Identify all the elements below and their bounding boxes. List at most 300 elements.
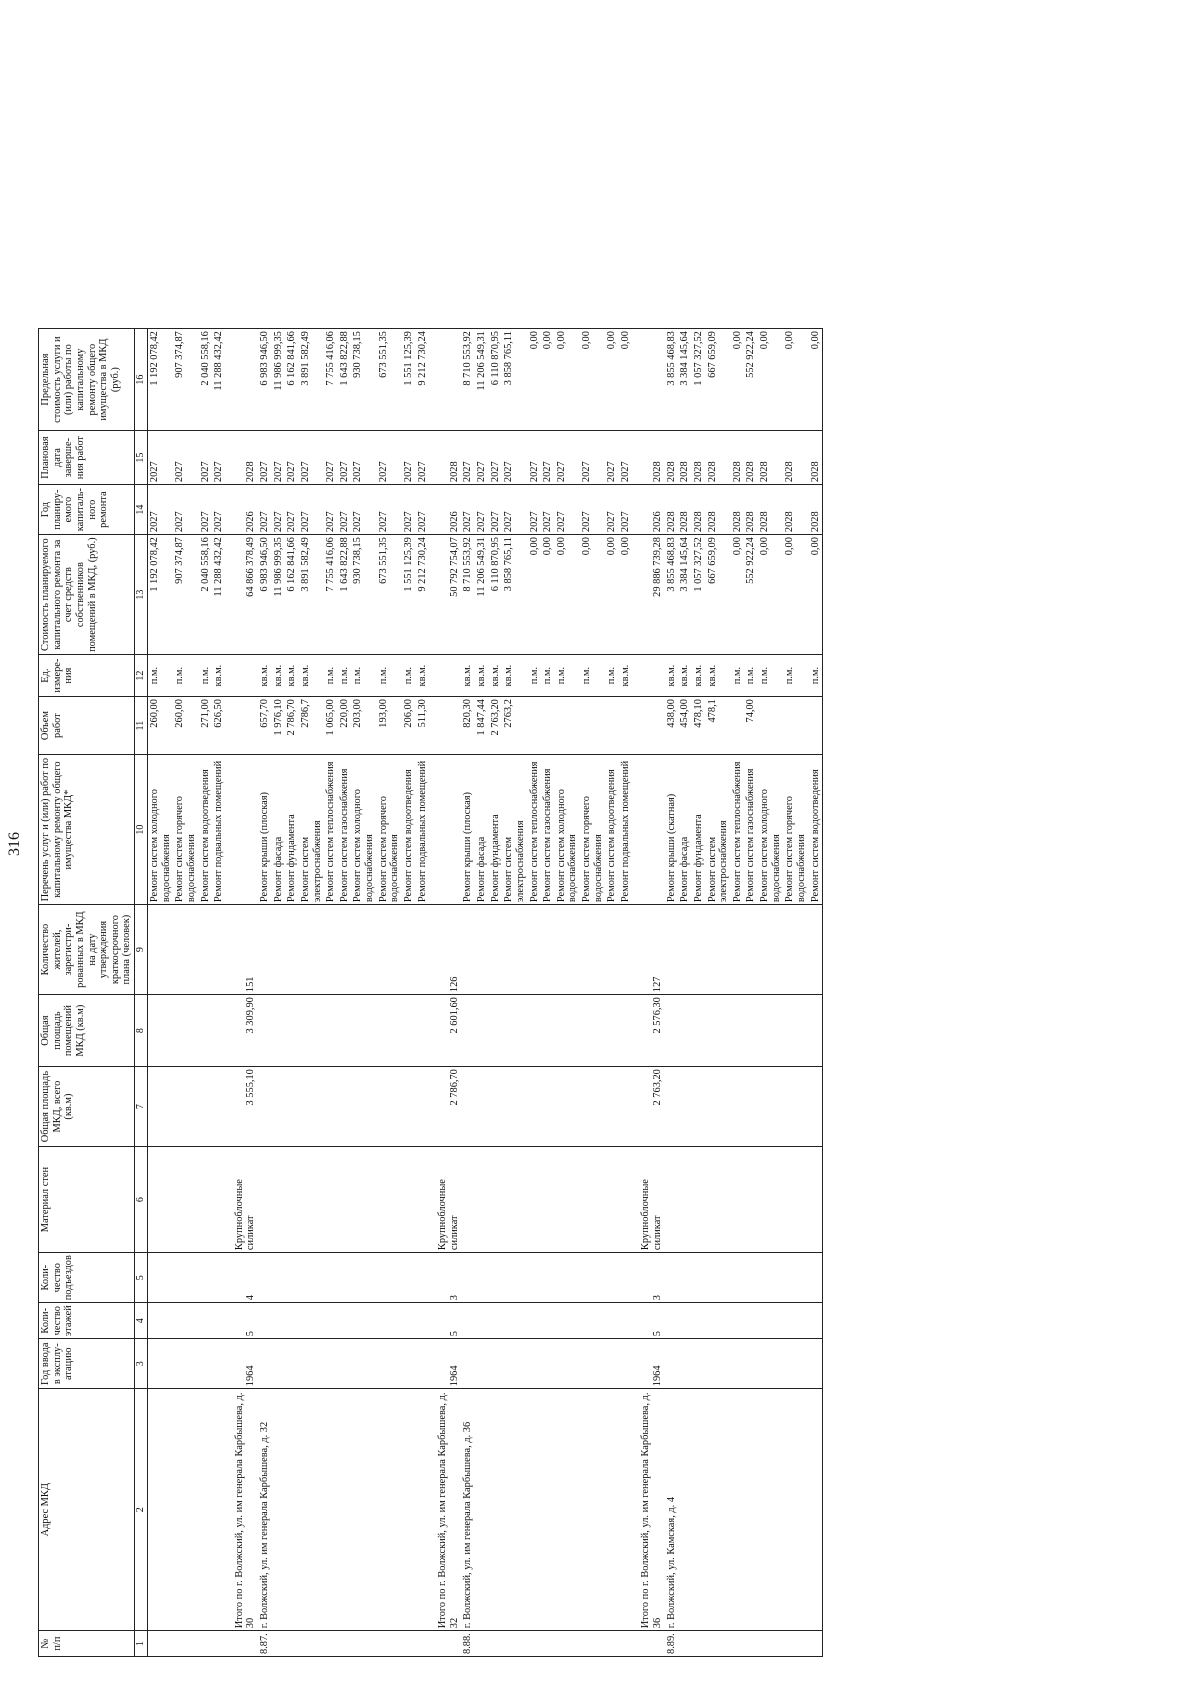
header-volume: Объем работ [39, 697, 135, 755]
work-name-cell: Ремонт крыши (плоская) [258, 755, 272, 905]
cost-cell: 1 057 327,52 [692, 535, 706, 655]
max-cost-cell: 0,00 [758, 329, 783, 431]
table-row [338, 329, 352, 1657]
floors-cell [783, 1303, 808, 1339]
header-address: Адрес МКД [39, 1389, 135, 1631]
entrances-cell [678, 1253, 692, 1303]
year-built-cell [502, 1339, 527, 1389]
completion-year-cell: 2027 [351, 431, 376, 485]
residents-cell [528, 905, 542, 995]
unit-cell: п.м. [377, 655, 402, 697]
row-number-cell [619, 1631, 633, 1657]
unit-cell: п.м. [199, 655, 213, 697]
entrances-cell [299, 1253, 324, 1303]
total-area-cell [258, 1067, 272, 1147]
entrances-cell [173, 1253, 198, 1303]
cost-cell: 9 212 730,24 [416, 535, 430, 655]
completion-year-cell: 2027 [475, 431, 489, 485]
cost-cell: 6 110 870,95 [489, 535, 503, 655]
row-number-cell [502, 1631, 527, 1657]
unit-cell: кв.м. [665, 655, 679, 697]
unit-cell: кв.м. [692, 655, 706, 697]
row-number-cell [226, 1631, 258, 1657]
table-row [744, 329, 758, 1657]
entrances-cell [377, 1253, 402, 1303]
table-row [502, 329, 527, 1657]
address-cell [580, 1389, 605, 1631]
address-cell [338, 1389, 352, 1631]
entrances-cell [541, 1253, 555, 1303]
cost-cell: 0,00 [619, 535, 633, 655]
year-built-cell [285, 1339, 299, 1389]
residents-cell: 126 [429, 905, 461, 995]
total-area-cell [502, 1067, 527, 1147]
work-name-cell [633, 755, 665, 905]
floors-cell [502, 1303, 527, 1339]
cost-cell: 11 206 549,31 [475, 535, 489, 655]
floors-cell [744, 1303, 758, 1339]
address-cell: г. Волжский, ул. Камская, д. 4 [665, 1389, 679, 1631]
premises-area-cell [528, 995, 542, 1067]
header-repair-year: Год планиру-емого капиталь-ного ремонта [39, 485, 135, 535]
completion-year-cell: 2027 [285, 431, 299, 485]
work-volume-cell: 203,00 [351, 697, 376, 755]
work-volume-cell [731, 697, 745, 755]
floors-cell [489, 1303, 503, 1339]
entrances-cell [258, 1253, 272, 1303]
work-volume-cell: 2 786,70 [285, 697, 299, 755]
completion-year-cell: 2027 [338, 431, 352, 485]
premises-area-cell [212, 995, 226, 1067]
max-cost-cell: 0,00 [783, 329, 808, 431]
unit-cell: п.м. [580, 655, 605, 697]
row-number-cell [338, 1631, 352, 1657]
header-works-list: Перечень услуг и (или) работ по капитальному ремонту общего имущества МКД* [39, 755, 135, 905]
table-row [731, 329, 745, 1657]
premises-area-cell [199, 995, 213, 1067]
max-cost-cell: 930 738,15 [351, 329, 376, 431]
row-number-cell [809, 1631, 823, 1657]
unit-cell: кв.м. [502, 655, 527, 697]
total-area-cell [199, 1067, 213, 1147]
row-number-cell: 8.89. [665, 1631, 679, 1657]
premises-area-cell [706, 995, 731, 1067]
wall-material-cell [731, 1147, 745, 1253]
completion-year-cell: 2028 [226, 431, 258, 485]
unit-cell [429, 655, 461, 697]
repair-year-cell: 2027 [528, 485, 542, 535]
max-cost-cell: 6 162 841,66 [285, 329, 299, 431]
row-number-cell [541, 1631, 555, 1657]
repair-year-cell: 2027 [199, 485, 213, 535]
year-built-cell [541, 1339, 555, 1389]
wall-material-cell: Крупноблочные силикат [633, 1147, 665, 1253]
wall-material-cell [272, 1147, 286, 1253]
repair-year-cell: 2027 [272, 485, 286, 535]
table-row [299, 329, 324, 1657]
table-row [402, 329, 416, 1657]
unit-cell: п.м. [528, 655, 542, 697]
entrances-cell [199, 1253, 213, 1303]
entrances-cell [665, 1253, 679, 1303]
repair-year-cell: 2027 [299, 485, 324, 535]
max-cost-cell: 0,00 [619, 329, 633, 431]
entrances-cell [351, 1253, 376, 1303]
unit-cell: п.м. [148, 655, 174, 697]
total-area-cell [678, 1067, 692, 1147]
address-cell [541, 1389, 555, 1631]
address-cell [402, 1389, 416, 1631]
repair-year-cell: 2028 [809, 485, 823, 535]
year-built-cell [338, 1339, 352, 1389]
header-cost: Стоимость планируемого капитального ремонта за счет средств собственников помещений в МКД, (руб.) [39, 535, 135, 655]
year-built-cell [416, 1339, 430, 1389]
residents-cell [199, 905, 213, 995]
floors-cell [324, 1303, 338, 1339]
wall-material-cell [338, 1147, 352, 1253]
year-built-cell [744, 1339, 758, 1389]
premises-area-cell [461, 995, 475, 1067]
wall-material-cell [212, 1147, 226, 1253]
entrances-cell [692, 1253, 706, 1303]
year-built-cell [706, 1339, 731, 1389]
address-cell [173, 1389, 198, 1631]
work-volume-cell [555, 697, 580, 755]
cost-cell: 0,00 [758, 535, 783, 655]
floors-cell [402, 1303, 416, 1339]
premises-area-cell [324, 995, 338, 1067]
address-cell [502, 1389, 527, 1631]
entrances-cell [416, 1253, 430, 1303]
unit-cell: п.м. [731, 655, 745, 697]
work-name-cell: Ремонт фундамента [692, 755, 706, 905]
table-row [272, 329, 286, 1657]
cost-cell: 3 384 145,64 [678, 535, 692, 655]
year-built-cell [212, 1339, 226, 1389]
completion-year-cell: 2027 [502, 431, 527, 485]
year-built-cell [809, 1339, 823, 1389]
cost-cell: 0,00 [605, 535, 619, 655]
address-cell [272, 1389, 286, 1631]
max-cost-cell: 1 192 078,42 [148, 329, 174, 431]
unit-cell: п.м. [555, 655, 580, 697]
cost-cell: 64 866 378,49 [226, 535, 258, 655]
repair-year-cell: 2027 [541, 485, 555, 535]
unit-cell: кв.м. [706, 655, 731, 697]
table-row [324, 329, 338, 1657]
completion-year-cell: 2028 [706, 431, 731, 485]
residents-cell [731, 905, 745, 995]
address-cell: Итого по г. Волжский, ул. им генерала Карбышева, д. 32 [429, 1389, 461, 1631]
premises-area-cell [809, 995, 823, 1067]
column-numbers-row [135, 329, 148, 1657]
table-row [580, 329, 605, 1657]
row-number-cell [731, 1631, 745, 1657]
max-cost-cell: 0,00 [541, 329, 555, 431]
column-number: 6 [135, 1147, 148, 1253]
work-volume-cell: 2786,7 [299, 697, 324, 755]
wall-material-cell [541, 1147, 555, 1253]
completion-year-cell: 2027 [299, 431, 324, 485]
total-area-cell [475, 1067, 489, 1147]
unit-cell: кв.м. [461, 655, 475, 697]
max-cost-cell: 3 891 582,49 [299, 329, 324, 431]
residents-cell [489, 905, 503, 995]
residents-cell [809, 905, 823, 995]
max-cost-cell: 1 643 822,88 [338, 329, 352, 431]
max-cost-cell [429, 329, 461, 431]
wall-material-cell: Крупноблочные силикат [226, 1147, 258, 1253]
address-cell [475, 1389, 489, 1631]
completion-year-cell: 2028 [665, 431, 679, 485]
wall-material-cell [285, 1147, 299, 1253]
table-row [199, 329, 213, 1657]
total-area-cell [416, 1067, 430, 1147]
work-volume-cell [541, 697, 555, 755]
repair-year-cell: 2028 [692, 485, 706, 535]
cost-cell: 552 922,24 [744, 535, 758, 655]
unit-cell: кв.м. [212, 655, 226, 697]
cost-cell: 29 886 739,28 [633, 535, 665, 655]
work-name-cell: Ремонт систем электроснабжения [299, 755, 324, 905]
year-built-cell [148, 1339, 174, 1389]
address-cell [744, 1389, 758, 1631]
floors-cell [351, 1303, 376, 1339]
max-cost-cell: 673 551,35 [377, 329, 402, 431]
floors-cell [285, 1303, 299, 1339]
unit-cell: кв.м. [678, 655, 692, 697]
work-name-cell [429, 755, 461, 905]
entrances-cell [809, 1253, 823, 1303]
table-row [528, 329, 542, 1657]
repair-year-cell: 2027 [285, 485, 299, 535]
floors-cell [665, 1303, 679, 1339]
max-cost-cell: 6 110 870,95 [489, 329, 503, 431]
wall-material-cell [148, 1147, 174, 1253]
unit-cell: п.м. [744, 655, 758, 697]
row-number-cell [199, 1631, 213, 1657]
floors-cell: 5 [633, 1303, 665, 1339]
entrances-cell: 3 [633, 1253, 665, 1303]
header-residents: Количество жителей, зарегистри-рованных в МКД на дату утверждения краткосрочного плана (человек) [39, 905, 135, 995]
row-number-cell [678, 1631, 692, 1657]
entrances-cell [324, 1253, 338, 1303]
row-number-cell [783, 1631, 808, 1657]
unit-cell: п.м. [541, 655, 555, 697]
max-cost-cell: 2 040 558,16 [199, 329, 213, 431]
cost-cell: 907 374,87 [173, 535, 198, 655]
completion-year-cell: 2027 [528, 431, 542, 485]
completion-year-cell: 2028 [429, 431, 461, 485]
table-row [706, 329, 731, 1657]
year-built-cell [299, 1339, 324, 1389]
work-volume-cell: 220,00 [338, 697, 352, 755]
residents-cell: 127 [633, 905, 665, 995]
completion-year-cell: 2028 [678, 431, 692, 485]
unit-cell: п.м. [173, 655, 198, 697]
premises-area-cell [377, 995, 402, 1067]
column-number: 12 [135, 655, 148, 697]
floors-cell: 5 [226, 1303, 258, 1339]
repair-year-cell: 2026 [633, 485, 665, 535]
residents-cell [402, 905, 416, 995]
floors-cell [809, 1303, 823, 1339]
work-volume-cell: 260,00 [173, 697, 198, 755]
address-cell [605, 1389, 619, 1631]
work-name-cell: Ремонт фундамента [285, 755, 299, 905]
row-number-cell [744, 1631, 758, 1657]
residents-cell [324, 905, 338, 995]
row-number-cell: 8.87. [258, 1631, 272, 1657]
completion-year-cell: 2028 [692, 431, 706, 485]
max-cost-cell: 1 057 327,52 [692, 329, 706, 431]
cost-cell: 7 755 416,06 [324, 535, 338, 655]
total-area-cell [706, 1067, 731, 1147]
work-name-cell: Ремонт систем горячего водоснабжения [580, 755, 605, 905]
header-total-area: Общая площадь МКД, всего (кв.м) [39, 1067, 135, 1147]
max-cost-cell: 11 986 999,35 [272, 329, 286, 431]
work-volume-cell: 1 976,10 [272, 697, 286, 755]
residents-cell [692, 905, 706, 995]
total-area-cell [541, 1067, 555, 1147]
total-row [633, 329, 665, 1657]
address-cell [489, 1389, 503, 1631]
table-row [665, 329, 679, 1657]
year-built-cell [619, 1339, 633, 1389]
completion-year-cell: 2028 [744, 431, 758, 485]
repair-year-cell: 2028 [744, 485, 758, 535]
year-built-cell [528, 1339, 542, 1389]
completion-year-cell: 2027 [555, 431, 580, 485]
cost-cell: 0,00 [783, 535, 808, 655]
wall-material-cell [678, 1147, 692, 1253]
total-area-cell [783, 1067, 808, 1147]
column-number: 3 [135, 1339, 148, 1389]
total-area-cell [285, 1067, 299, 1147]
floors-cell [528, 1303, 542, 1339]
wall-material-cell [758, 1147, 783, 1253]
floors-cell [619, 1303, 633, 1339]
repair-year-cell: 2027 [555, 485, 580, 535]
max-cost-cell: 907 374,87 [173, 329, 198, 431]
work-name-cell: Ремонт систем теплоснабжения [528, 755, 542, 905]
completion-year-cell: 2027 [377, 431, 402, 485]
repair-year-cell: 2027 [502, 485, 527, 535]
unit-cell: кв.м. [285, 655, 299, 697]
entrances-cell [619, 1253, 633, 1303]
address-cell [324, 1389, 338, 1631]
work-name-cell: Ремонт систем водоотведения [605, 755, 619, 905]
cost-cell: 3 858 765,11 [502, 535, 527, 655]
floors-cell [731, 1303, 745, 1339]
max-cost-cell: 7 755 416,06 [324, 329, 338, 431]
completion-year-cell: 2027 [605, 431, 619, 485]
residents-cell [665, 905, 679, 995]
work-name-cell: Ремонт фасада [475, 755, 489, 905]
repair-year-cell: 2027 [619, 485, 633, 535]
residents-cell [299, 905, 324, 995]
entrances-cell: 4 [226, 1253, 258, 1303]
premises-area-cell [416, 995, 430, 1067]
unit-cell: п.м. [324, 655, 338, 697]
work-volume-cell [758, 697, 783, 755]
max-cost-cell: 0,00 [580, 329, 605, 431]
header-premises-area: Общая площадь помещений МКД (кв.м) [39, 995, 135, 1067]
year-built-cell [461, 1339, 475, 1389]
floors-cell [416, 1303, 430, 1339]
floors-cell [199, 1303, 213, 1339]
total-area-cell [173, 1067, 198, 1147]
year-built-cell [489, 1339, 503, 1389]
residents-cell [416, 905, 430, 995]
work-name-cell: Ремонт систем электроснабжения [502, 755, 527, 905]
work-volume-cell: 511,30 [416, 697, 430, 755]
column-number: 15 [135, 431, 148, 485]
year-built-cell [272, 1339, 286, 1389]
entrances-cell [783, 1253, 808, 1303]
address-cell [148, 1389, 174, 1631]
completion-year-cell: 2027 [619, 431, 633, 485]
entrances-cell [402, 1253, 416, 1303]
table-row [475, 329, 489, 1657]
max-cost-cell: 1 551 125,39 [402, 329, 416, 431]
entrances-cell [489, 1253, 503, 1303]
table-row [461, 329, 475, 1657]
cost-cell: 1 192 078,42 [148, 535, 174, 655]
wall-material-cell [324, 1147, 338, 1253]
column-number: 4 [135, 1303, 148, 1339]
address-cell: г. Волжский, ул. им генерала Карбышева, д. 36 [461, 1389, 475, 1631]
year-built-cell [678, 1339, 692, 1389]
completion-year-cell: 2027 [258, 431, 272, 485]
year-built-cell: 1964 [226, 1339, 258, 1389]
year-built-cell [173, 1339, 198, 1389]
row-number-cell [489, 1631, 503, 1657]
cost-cell: 0,00 [580, 535, 605, 655]
row-number-cell [429, 1631, 461, 1657]
table-row [173, 329, 198, 1657]
row-number-cell [324, 1631, 338, 1657]
premises-area-cell [678, 995, 692, 1067]
address-cell [351, 1389, 376, 1631]
residents-cell [706, 905, 731, 995]
work-volume-cell: 657,70 [258, 697, 272, 755]
premises-area-cell [555, 995, 580, 1067]
wall-material-cell [665, 1147, 679, 1253]
max-cost-cell: 552 922,24 [744, 329, 758, 431]
table-body [148, 329, 823, 1657]
work-name-cell: Ремонт фасада [272, 755, 286, 905]
completion-year-cell: 2028 [809, 431, 823, 485]
table-row [351, 329, 376, 1657]
entrances-cell [758, 1253, 783, 1303]
work-volume-cell: 2763,2 [502, 697, 527, 755]
address-cell [528, 1389, 542, 1631]
residents-cell [475, 905, 489, 995]
max-cost-cell: 0,00 [731, 329, 745, 431]
year-built-cell [783, 1339, 808, 1389]
row-number-cell [272, 1631, 286, 1657]
repair-year-cell: 2028 [665, 485, 679, 535]
year-built-cell [731, 1339, 745, 1389]
work-volume-cell [633, 697, 665, 755]
unit-cell [633, 655, 665, 697]
completion-year-cell: 2027 [324, 431, 338, 485]
wall-material-cell: Крупноблочные силикат [429, 1147, 461, 1253]
unit-cell: кв.м. [619, 655, 633, 697]
floors-cell: 5 [429, 1303, 461, 1339]
unit-cell: п.м. [402, 655, 416, 697]
